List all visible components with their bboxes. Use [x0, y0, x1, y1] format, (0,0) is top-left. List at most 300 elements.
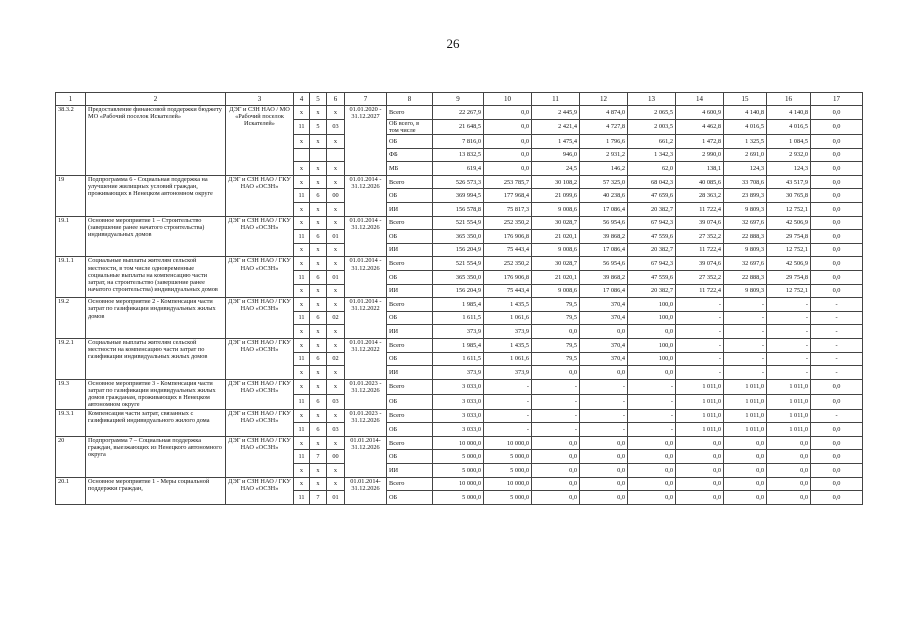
value-cell: 1 342,3: [628, 148, 676, 162]
item-name: Социальные выплаты жителям сельской местности на компенсацию части затрат по газификации индивидуальных жилых домов: [86, 338, 226, 379]
table-row: [56, 338, 863, 352]
value-cell: 138,1: [676, 162, 724, 176]
value-cell: 23 899,3: [724, 189, 767, 203]
value-cell: 156 578,8: [433, 203, 484, 217]
value-cell: 0,0: [532, 366, 580, 380]
value-cell: 373,9: [484, 325, 532, 339]
value-cell: 20 382,7: [628, 284, 676, 298]
code-cell: х: [294, 284, 310, 298]
value-cell: 0,0: [580, 464, 628, 478]
value-cell: 20 382,7: [628, 203, 676, 217]
code-cell: [310, 148, 327, 162]
value-cell: 0,0: [811, 464, 863, 478]
executor: ДЭГ и СЗН НАО / МО «Рабочий поселок Искателей»: [226, 106, 294, 176]
value-cell: -: [767, 338, 811, 352]
value-cell: 21 020,1: [532, 230, 580, 244]
value-cell: 365 350,0: [433, 230, 484, 244]
table-row: [56, 216, 863, 230]
value-cell: 0,0: [724, 436, 767, 450]
value-cell: 0,0: [580, 450, 628, 464]
funding-source: Всего: [387, 409, 433, 423]
value-cell: 1 011,0: [676, 379, 724, 394]
value-cell: 0,0: [811, 243, 863, 257]
code-cell: х: [310, 464, 327, 478]
value-cell: 67 942,3: [628, 257, 676, 271]
code-cell: х: [327, 106, 345, 120]
value-cell: 1 011,0: [767, 409, 811, 423]
column-number: 5: [310, 93, 327, 106]
column-number: 7: [345, 93, 387, 106]
value-cell: 1 061,6: [484, 311, 532, 325]
executor: ДЭГ и СЗН НАО / ГКУ НАО «ОСЗН»: [226, 379, 294, 409]
row-id: 19: [56, 175, 86, 216]
item-name: Основное мероприятие 1 - Меры социальной поддержки граждан,: [86, 477, 226, 504]
value-cell: 0,0: [532, 450, 580, 464]
value-cell: -: [628, 423, 676, 437]
value-cell: 4 462,8: [676, 119, 724, 134]
value-cell: 1 011,0: [676, 423, 724, 437]
executor: ДЭГ и СЗН НАО / ГКУ НАО «ОСЗН»: [226, 436, 294, 477]
period: 01.01.2014- 31.12.2026: [345, 436, 387, 477]
column-number: 13: [628, 93, 676, 106]
value-cell: 9 008,6: [532, 284, 580, 298]
value-cell: -: [811, 338, 863, 352]
value-cell: -: [676, 311, 724, 325]
value-cell: 1 435,5: [484, 338, 532, 352]
code-cell: 6: [310, 423, 327, 437]
value-cell: -: [532, 423, 580, 437]
code-cell: х: [327, 379, 345, 394]
code-cell: х: [294, 436, 310, 450]
column-number: 3: [226, 93, 294, 106]
executor: ДЭГ и СЗН НАО / ГКУ НАО «ОСЗН»: [226, 216, 294, 257]
value-cell: 124,3: [767, 162, 811, 176]
value-cell: -: [724, 352, 767, 366]
value-cell: 30 028,7: [532, 257, 580, 271]
value-cell: 4 600,9: [676, 106, 724, 120]
value-cell: -: [628, 409, 676, 423]
value-cell: -: [767, 311, 811, 325]
value-cell: 13 832,5: [433, 148, 484, 162]
value-cell: 0,0: [532, 464, 580, 478]
item-name: Основное мероприятие 1 – Строительство (завершение ранее начатого строительства) индивидуальных домов: [86, 216, 226, 257]
funding-source: Всего: [387, 257, 433, 271]
period: 01.01.2014 - 31.12.2026: [345, 257, 387, 298]
funding-source: ИИ: [387, 203, 433, 217]
value-cell: 4 016,5: [767, 119, 811, 134]
column-number: 12: [580, 93, 628, 106]
value-cell: 1 061,6: [484, 352, 532, 366]
value-cell: 5 000,0: [433, 450, 484, 464]
code-cell: 11: [294, 230, 310, 244]
value-cell: 5 000,0: [433, 464, 484, 478]
value-cell: 17 086,4: [580, 284, 628, 298]
value-cell: 0,0: [811, 175, 863, 189]
code-cell: х: [310, 298, 327, 312]
value-cell: 29 754,8: [767, 271, 811, 285]
row-id: 19.1: [56, 216, 86, 257]
value-cell: 1 011,0: [724, 423, 767, 437]
column-number: 6: [327, 93, 345, 106]
code-cell: 01: [327, 271, 345, 285]
table-row: [56, 436, 863, 450]
value-cell: 1 472,8: [676, 135, 724, 149]
code-cell: х: [310, 284, 327, 298]
value-cell: 2 445,9: [532, 106, 580, 120]
column-number: 1: [56, 93, 86, 106]
value-cell: 9 809,3: [724, 284, 767, 298]
value-cell: 9 809,3: [724, 203, 767, 217]
value-cell: -: [811, 298, 863, 312]
value-cell: 32 697,6: [724, 216, 767, 230]
value-cell: 0,0: [811, 148, 863, 162]
value-cell: 1 011,0: [767, 394, 811, 409]
value-cell: -: [676, 325, 724, 339]
code-cell: 11: [294, 491, 310, 505]
funding-source: Всего: [387, 298, 433, 312]
value-cell: 22 267,9: [433, 106, 484, 120]
code-cell: х: [310, 162, 327, 176]
period: 01.01.2014 - 31.12.2022: [345, 298, 387, 339]
code-cell: х: [294, 366, 310, 380]
value-cell: 3 033,0: [433, 409, 484, 423]
value-cell: 0,0: [811, 436, 863, 450]
funding-source: Всего: [387, 436, 433, 450]
value-cell: 0,0: [811, 162, 863, 176]
value-cell: 0,0: [811, 203, 863, 217]
value-cell: 619,4: [433, 162, 484, 176]
code-cell: х: [327, 243, 345, 257]
value-cell: 79,5: [532, 298, 580, 312]
value-cell: -: [811, 311, 863, 325]
code-cell: х: [310, 477, 327, 491]
value-cell: 0,0: [676, 436, 724, 450]
table-row: [56, 257, 863, 271]
code-cell: х: [310, 325, 327, 339]
value-cell: 17 086,4: [580, 243, 628, 257]
value-cell: 39 074,6: [676, 257, 724, 271]
value-cell: 47 559,6: [628, 230, 676, 244]
column-number: 9: [433, 93, 484, 106]
value-cell: 12 752,1: [767, 284, 811, 298]
item-name: Социальные выплаты жителям сельской местности, в том числе одновременные социальные выплаты на компенсацию части затрат, на строительство (завершение ранее начатого строительства) индивидуальных домов: [86, 257, 226, 298]
funding-source: ОБ: [387, 352, 433, 366]
code-cell: х: [294, 135, 310, 149]
value-cell: 9 809,3: [724, 243, 767, 257]
value-cell: 252 350,2: [484, 257, 532, 271]
item-name: Основное мероприятие 2 - Компенсация части затрат по газификации индивидуальных жилых домов: [86, 298, 226, 339]
code-cell: х: [310, 338, 327, 352]
value-cell: 1 011,0: [767, 379, 811, 394]
table-row: [56, 175, 863, 189]
funding-source: Всего: [387, 175, 433, 189]
funding-source: ИИ: [387, 243, 433, 257]
value-cell: 29 754,8: [767, 230, 811, 244]
value-cell: 0,0: [676, 450, 724, 464]
value-cell: 1 011,0: [724, 394, 767, 409]
value-cell: 0,0: [811, 230, 863, 244]
table-row: [56, 409, 863, 423]
value-cell: 1 475,4: [532, 135, 580, 149]
table-body: [56, 106, 863, 505]
value-cell: -: [628, 379, 676, 394]
code-cell: 6: [310, 394, 327, 409]
value-cell: -: [811, 366, 863, 380]
value-cell: 0,0: [580, 477, 628, 491]
code-cell: х: [327, 338, 345, 352]
code-cell: 6: [310, 271, 327, 285]
code-cell: 03: [327, 394, 345, 409]
executor: ДЭГ и СЗН НАО / ГКУ НАО «ОСЗН»: [226, 298, 294, 339]
value-cell: 17 086,4: [580, 203, 628, 217]
executor: ДЭГ и СЗН НАО / ГКУ НАО «ОСЗН»: [226, 257, 294, 298]
value-cell: 27 352,2: [676, 230, 724, 244]
code-cell: х: [327, 325, 345, 339]
value-cell: 4 874,0: [580, 106, 628, 120]
value-cell: -: [724, 298, 767, 312]
item-name: Компенсация части затрат, связанных с газификацией индивидуального жилого дома: [86, 409, 226, 436]
value-cell: 21 020,1: [532, 271, 580, 285]
code-cell: х: [294, 325, 310, 339]
value-cell: -: [724, 338, 767, 352]
value-cell: 68 042,3: [628, 175, 676, 189]
value-cell: 39 868,2: [580, 271, 628, 285]
value-cell: 0,0: [484, 106, 532, 120]
value-cell: 370,4: [580, 298, 628, 312]
row-id: 19.1.1: [56, 257, 86, 298]
funding-source: Всего: [387, 338, 433, 352]
value-cell: 47 659,6: [628, 189, 676, 203]
code-cell: х: [327, 257, 345, 271]
value-cell: 146,2: [580, 162, 628, 176]
value-cell: 2 003,5: [628, 119, 676, 134]
value-cell: 40 085,6: [676, 175, 724, 189]
code-cell: 00: [327, 189, 345, 203]
value-cell: 12 752,1: [767, 203, 811, 217]
code-cell: 6: [310, 311, 327, 325]
value-cell: 1 325,5: [724, 135, 767, 149]
code-cell: 7: [310, 450, 327, 464]
funding-source: ИИ: [387, 464, 433, 478]
executor: ДЭГ и СЗН НАО / ГКУ НАО «ОСЗН»: [226, 338, 294, 379]
value-cell: 21 099,6: [532, 189, 580, 203]
value-cell: 100,0: [628, 352, 676, 366]
value-cell: 0,0: [811, 394, 863, 409]
value-cell: 47 559,6: [628, 271, 676, 285]
value-cell: 0,0: [532, 325, 580, 339]
value-cell: 30 028,7: [532, 216, 580, 230]
code-cell: х: [327, 366, 345, 380]
value-cell: 661,2: [628, 135, 676, 149]
value-cell: 0,0: [628, 325, 676, 339]
page-number: 26: [446, 36, 460, 51]
value-cell: 4 140,8: [724, 106, 767, 120]
value-cell: 373,9: [433, 325, 484, 339]
row-id: 19.3.1: [56, 409, 86, 436]
value-cell: -: [767, 298, 811, 312]
code-cell: 6: [310, 352, 327, 366]
table-row: [56, 379, 863, 394]
value-cell: 370,4: [580, 352, 628, 366]
value-cell: 0,0: [811, 119, 863, 134]
executor: ДЭГ и СЗН НАО / ГКУ НАО «ОСЗН»: [226, 409, 294, 436]
column-number: 11: [532, 93, 580, 106]
item-name: Предоставление финансовой поддержки бюджету МО «Рабочий поселок Искателей»: [86, 106, 226, 176]
value-cell: 4 016,5: [724, 119, 767, 134]
value-cell: 0,0: [628, 477, 676, 491]
code-cell: х: [294, 464, 310, 478]
value-cell: 0,0: [628, 450, 676, 464]
value-cell: 0,0: [767, 450, 811, 464]
code-cell: [294, 148, 310, 162]
value-cell: 33 708,6: [724, 175, 767, 189]
value-cell: 79,5: [532, 352, 580, 366]
column-number: 16: [767, 93, 811, 106]
value-cell: 0,0: [628, 491, 676, 505]
value-cell: 0,0: [811, 189, 863, 203]
value-cell: 0,0: [811, 216, 863, 230]
code-cell: х: [294, 216, 310, 230]
period: 01.01.2014- 31.12.2026: [345, 477, 387, 504]
table-row: [56, 106, 863, 120]
code-cell: х: [327, 436, 345, 450]
value-cell: 0,0: [811, 284, 863, 298]
code-cell: 01: [327, 230, 345, 244]
code-cell: 6: [310, 189, 327, 203]
value-cell: 252 350,2: [484, 216, 532, 230]
code-cell: 6: [310, 230, 327, 244]
period: 01.01.2023 - 31.12.2026: [345, 409, 387, 436]
code-cell: х: [310, 175, 327, 189]
value-cell: 11 722,4: [676, 203, 724, 217]
value-cell: -: [484, 409, 532, 423]
code-cell: 03: [327, 423, 345, 437]
code-cell: х: [294, 409, 310, 423]
value-cell: -: [484, 379, 532, 394]
value-cell: 0,0: [811, 271, 863, 285]
funding-source: Всего: [387, 379, 433, 394]
value-cell: 79,5: [532, 311, 580, 325]
value-cell: 177 968,4: [484, 189, 532, 203]
value-cell: 0,0: [580, 325, 628, 339]
value-cell: 1 011,0: [676, 394, 724, 409]
value-cell: 100,0: [628, 298, 676, 312]
value-cell: 11 722,4: [676, 284, 724, 298]
value-cell: -: [532, 409, 580, 423]
value-cell: 0,0: [811, 106, 863, 120]
value-cell: 56 954,6: [580, 257, 628, 271]
value-cell: 0,0: [811, 491, 863, 505]
value-cell: 24,5: [532, 162, 580, 176]
value-cell: 0,0: [811, 135, 863, 149]
funding-source: Всего: [387, 477, 433, 491]
value-cell: -: [532, 394, 580, 409]
value-cell: 373,9: [433, 366, 484, 380]
value-cell: 0,0: [532, 436, 580, 450]
code-cell: х: [310, 216, 327, 230]
row-id: 19.2: [56, 298, 86, 339]
column-number: 8: [387, 93, 433, 106]
value-cell: 2 691,0: [724, 148, 767, 162]
value-cell: -: [767, 366, 811, 380]
value-cell: 1 796,6: [580, 135, 628, 149]
code-cell: 11: [294, 352, 310, 366]
value-cell: 2 990,0: [676, 148, 724, 162]
value-cell: -: [676, 298, 724, 312]
item-name: Подпрограмма 7 – Социальная поддержка граждан, выезжающих из Ненецкого автономного округа: [86, 436, 226, 477]
value-cell: 0,0: [767, 436, 811, 450]
code-cell: 7: [310, 491, 327, 505]
value-cell: 30 108,2: [532, 175, 580, 189]
code-cell: 02: [327, 352, 345, 366]
funding-source: ОБ: [387, 271, 433, 285]
value-cell: -: [580, 379, 628, 394]
code-cell: 11: [294, 394, 310, 409]
funding-source: МБ: [387, 162, 433, 176]
value-cell: 3 033,0: [433, 379, 484, 394]
value-cell: 1 011,0: [767, 423, 811, 437]
value-cell: -: [676, 338, 724, 352]
value-cell: 12 752,1: [767, 243, 811, 257]
code-cell: х: [294, 257, 310, 271]
code-cell: х: [327, 175, 345, 189]
value-cell: 39 074,6: [676, 216, 724, 230]
value-cell: -: [811, 325, 863, 339]
value-cell: 2 932,0: [767, 148, 811, 162]
code-cell: х: [310, 135, 327, 149]
value-cell: 42 506,9: [767, 257, 811, 271]
code-cell: х: [310, 257, 327, 271]
value-cell: -: [628, 394, 676, 409]
column-number: 14: [676, 93, 724, 106]
code-cell: 11: [294, 189, 310, 203]
value-cell: 0,0: [484, 119, 532, 134]
value-cell: 124,3: [724, 162, 767, 176]
value-cell: 10 000,0: [433, 477, 484, 491]
value-cell: 370,4: [580, 311, 628, 325]
executor: ДЭГ и СЗН НАО / ГКУ НАО «ОСЗН»: [226, 477, 294, 504]
code-cell: х: [294, 243, 310, 257]
code-cell: х: [294, 379, 310, 394]
funding-source: ОБ: [387, 189, 433, 203]
value-cell: 0,0: [676, 491, 724, 505]
code-cell: х: [327, 298, 345, 312]
column-number: 4: [294, 93, 310, 106]
value-cell: 22 888,3: [724, 230, 767, 244]
period: 01.01.2020 - 31.12.2027: [345, 106, 387, 176]
funding-source: ОБ всего, в том числе: [387, 119, 433, 134]
value-cell: 0,0: [676, 477, 724, 491]
value-cell: 75 443,4: [484, 243, 532, 257]
value-cell: 4 727,8: [580, 119, 628, 134]
value-cell: -: [724, 325, 767, 339]
value-cell: 32 697,6: [724, 257, 767, 271]
code-cell: 5: [310, 119, 327, 134]
value-cell: -: [724, 311, 767, 325]
value-cell: 2 065,5: [628, 106, 676, 120]
value-cell: 521 554,9: [433, 257, 484, 271]
value-cell: -: [767, 325, 811, 339]
value-cell: 0,0: [580, 366, 628, 380]
value-cell: 0,0: [724, 477, 767, 491]
value-cell: 0,0: [484, 135, 532, 149]
code-cell: х: [310, 436, 327, 450]
value-cell: 176 906,8: [484, 271, 532, 285]
value-cell: 1 011,0: [724, 409, 767, 423]
row-id: 19.2.1: [56, 338, 86, 379]
value-cell: 526 573,3: [433, 175, 484, 189]
value-cell: 0,0: [628, 436, 676, 450]
